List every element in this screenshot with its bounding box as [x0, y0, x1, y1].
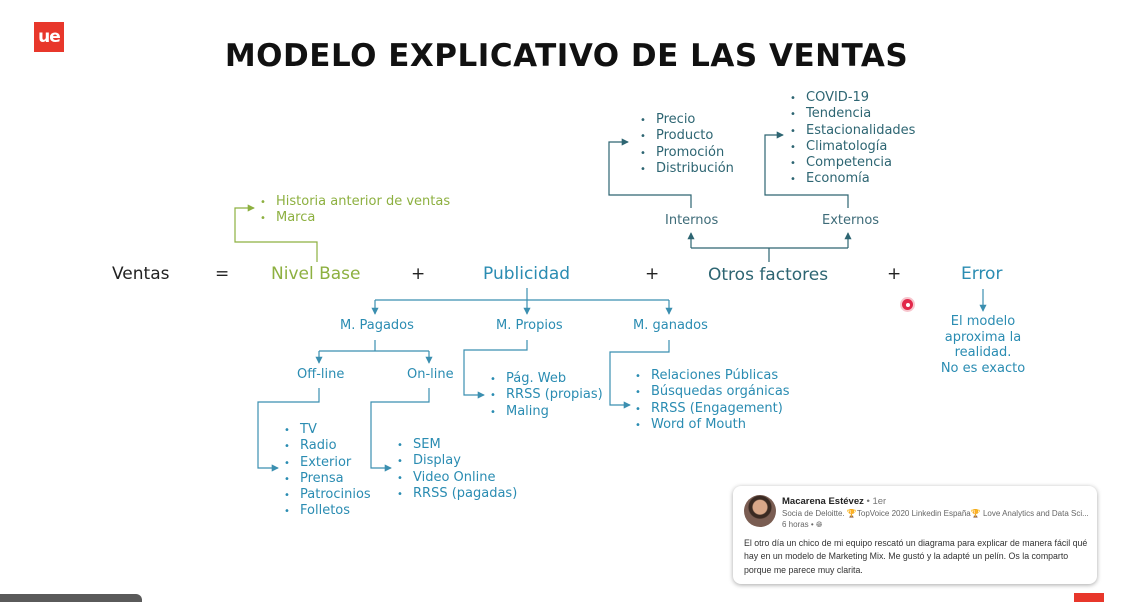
connector-pagados-split: [319, 340, 429, 351]
plus-sign-1: +: [411, 264, 426, 284]
list-item: • Relaciones Públicas: [635, 368, 790, 384]
list-item: • RRSS (Engagement): [635, 401, 790, 417]
list-item: • Promoción: [640, 145, 734, 161]
nivel-base-term: Nivel Base: [271, 264, 361, 284]
list-item: • Economía: [790, 171, 915, 187]
avatar[interactable]: [744, 495, 776, 527]
list-item: • Word of Mouth: [635, 417, 790, 433]
post-author[interactable]: [782, 496, 886, 507]
list-item: • Estacionalidades: [790, 123, 915, 139]
page-title: MODELO EXPLICATIVO DE LAS VENTAS: [224, 38, 909, 74]
publicidad-term: Publicidad: [483, 264, 571, 284]
list-item: • Precio: [640, 112, 734, 128]
internos-label: Internos: [665, 213, 719, 228]
bottom-right-marker: [1074, 593, 1104, 602]
list-item: • Pág. Web: [490, 371, 603, 387]
globe-icon: 🌐︎: [815, 520, 823, 529]
list-item: • RRSS (pagadas): [397, 486, 517, 502]
list-item: • Maling: [490, 404, 603, 420]
error-note-line: El modelo: [950, 314, 1016, 329]
externos-list: [790, 90, 915, 188]
list-item: • Patrocinios: [284, 487, 371, 503]
post-author-headline: Socia de Deloitte. 🏆TopVoice 2020 Linkedin España🏆 Love Analytics and Data Sci...: [782, 509, 1089, 518]
post-timestamp: [782, 520, 822, 530]
m-pagados-label: M. Pagados: [340, 318, 414, 333]
internos-list: [640, 112, 734, 177]
ventas-term: Ventas: [112, 264, 170, 284]
list-item: • Folletos: [284, 503, 371, 519]
list-item: • Video Online: [397, 470, 517, 486]
list-item: • Marca: [260, 210, 450, 226]
propios-list: [490, 371, 603, 420]
off-line-label: Off-line: [297, 367, 345, 382]
list-item: • Competencia: [790, 155, 915, 171]
error-term: Error: [961, 264, 1003, 284]
list-item: • Distribución: [640, 161, 734, 177]
error-note-line: No es exacto: [940, 360, 1026, 376]
list-item: • Prensa: [284, 471, 371, 487]
online-list: [397, 437, 517, 502]
post-time: 6 horas •: [782, 520, 814, 529]
list-item: • Historia anterior de ventas: [260, 194, 450, 210]
ue-logo: ue: [34, 22, 64, 52]
post-card[interactable]: [733, 486, 1097, 584]
connector-otros-split: [691, 248, 848, 262]
on-line-label: On-line: [407, 367, 454, 382]
nivel-base-list: [260, 194, 450, 227]
bottom-left-tab: [0, 594, 142, 602]
m-ganados-label: M. ganados: [633, 318, 708, 333]
list-item: • TV: [284, 422, 371, 438]
list-item: • RRSS (propias): [490, 387, 603, 403]
post-body: El otro día un chico de mi equipo rescató un diagrama para explicar de manera fácil qué hay en un modelo de Marketing Mix. Me gustó y la adapté un pelín. Os la comparto porque me parece muy clarita.: [744, 538, 1088, 575]
ganados-list: [635, 368, 790, 433]
plus-sign-2: +: [645, 264, 660, 284]
error-note-line: realidad.: [954, 345, 1012, 360]
list-item: • Tendencia: [790, 106, 915, 122]
plus-sign-3: +: [887, 264, 902, 284]
list-item: • Climatología: [790, 139, 915, 155]
list-item: • SEM: [397, 437, 517, 453]
list-item: • Radio: [284, 438, 371, 454]
list-item: • COVID-19: [790, 90, 915, 106]
list-item: • Búsquedas orgánicas: [635, 384, 790, 400]
connector-publicidad-split: [375, 288, 669, 300]
offline-list: [284, 422, 371, 520]
m-propios-label: M. Propios: [496, 318, 563, 333]
error-note-line: aproxima la: [944, 329, 1022, 345]
post-author-name[interactable]: Macarena Estévez: [782, 496, 864, 507]
recording-cursor-icon: [902, 299, 913, 310]
error-note: [933, 314, 1033, 376]
otros-factores-term: Otros factores: [708, 265, 829, 285]
connection-degree: • 1er: [866, 496, 887, 507]
list-item: • Producto: [640, 128, 734, 144]
list-item: • Exterior: [284, 455, 371, 471]
list-item: • Display: [397, 453, 517, 469]
externos-label: Externos: [822, 213, 880, 228]
equals-sign: =: [215, 264, 230, 284]
